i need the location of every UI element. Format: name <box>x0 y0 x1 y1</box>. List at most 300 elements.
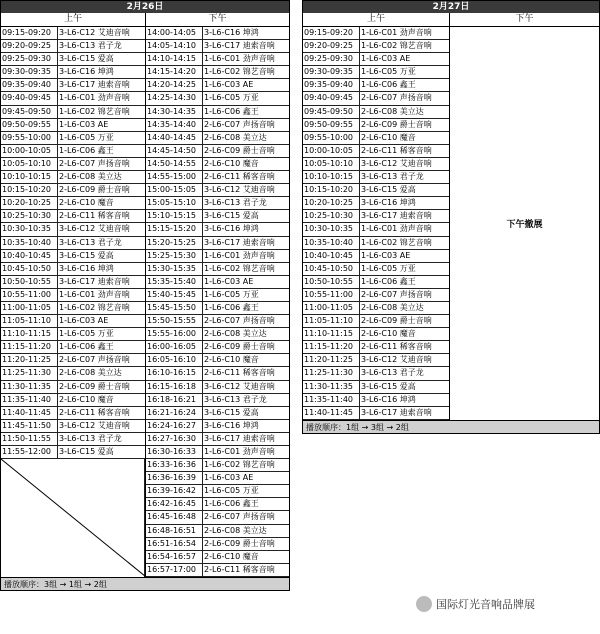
time-slot: 14:05-14:10 <box>146 40 203 52</box>
time-slot: 10:30-10:35 <box>1 223 58 235</box>
booth-brand: 1-L6-C03 AE <box>59 119 109 129</box>
time-slot: 11:40-11:45 <box>303 407 360 419</box>
booth-brand: 1-L6-C05 万亚 <box>361 263 416 273</box>
time-slot: 15:50-15:55 <box>146 315 203 327</box>
time-slot: 16:57-17:00 <box>146 564 203 576</box>
schedule-row <box>303 354 449 367</box>
time-slot: 09:45-09:50 <box>1 106 58 118</box>
booth-brand: 1-L6-C06 鑫王 <box>59 145 114 155</box>
schedule-row <box>146 223 289 236</box>
schedule-row <box>146 106 289 119</box>
time-slot: 16:27-16:30 <box>146 433 203 445</box>
booth-brand: 3-L6-C16 坤鸿 <box>59 263 114 273</box>
booth-brand: 2-L6-C11 稀客音响 <box>204 368 275 378</box>
time-slot: 11:40-11:45 <box>1 407 58 419</box>
booth-brand: 3-L6-C16 坤鸿 <box>204 420 259 430</box>
schedule-row <box>303 315 449 328</box>
schedule-row <box>146 459 289 472</box>
schedule-row <box>146 132 289 145</box>
schedule-row <box>303 276 449 289</box>
booth-brand: 1-L6-C03 AE <box>361 54 411 64</box>
time-slot: 11:20-11:25 <box>1 354 58 366</box>
time-slot: 11:15-11:20 <box>1 341 58 353</box>
schedule-row <box>303 381 449 394</box>
time-slot: 11:35-11:40 <box>303 394 360 406</box>
booth-brand: 3-L6-C15 爱高 <box>59 250 114 260</box>
schedule-row <box>146 184 289 197</box>
schedule-row <box>1 27 145 40</box>
schedule-row <box>1 223 145 236</box>
time-slot: 14:15-14:20 <box>146 66 203 78</box>
time-slot: 16:00-16:05 <box>146 341 203 353</box>
schedule-row <box>146 485 289 498</box>
time-slot: 11:05-11:10 <box>303 315 360 327</box>
time-slot: 10:25-10:30 <box>303 210 360 222</box>
time-slot: 09:55-10:00 <box>1 132 58 144</box>
time-slot: 16:51-16:54 <box>146 538 203 550</box>
schedule-row <box>146 119 289 132</box>
booth-brand: 3-L6-C12 艾迪音响 <box>361 355 432 365</box>
schedule-row <box>303 237 449 250</box>
booth-brand: 3-L6-C15 爱高 <box>361 185 416 195</box>
booth-brand: 3-L6-C17 迪索音响 <box>204 237 275 247</box>
time-slot: 09:25-09:30 <box>1 53 58 65</box>
booth-brand: 1-L6-C03 AE <box>59 316 109 326</box>
booth-brand: 1-L6-C01 劲声音响 <box>361 224 432 234</box>
booth-brand: 2-L6-C09 爵士音响 <box>204 145 275 155</box>
booth-brand: 2-L6-C10 魔音 <box>59 198 114 208</box>
time-slot: 16:36-16:39 <box>146 472 203 484</box>
schedule-row <box>146 354 289 367</box>
schedule-row <box>146 27 289 40</box>
time-slot: 11:20-11:25 <box>303 354 360 366</box>
pm-column <box>146 27 289 577</box>
time-slot: 10:35-10:40 <box>303 237 360 249</box>
column-header <box>303 13 599 27</box>
time-slot: 14:25-14:30 <box>146 92 203 104</box>
time-slot: 10:50-10:55 <box>303 276 360 288</box>
time-slot: 09:30-09:35 <box>1 66 58 78</box>
schedule-row <box>303 289 449 302</box>
booth-brand: 2-L6-C07 声扬音响 <box>361 289 432 299</box>
time-slot: 16:33-16:36 <box>146 459 203 471</box>
time-slot: 09:45-09:50 <box>303 106 360 118</box>
booth-brand: 3-L6-C17 迪索音响 <box>59 80 130 90</box>
schedule-row <box>146 158 289 171</box>
booth-brand: 1-L6-C06 鑫王 <box>361 276 416 286</box>
booth-brand: 2-L6-C09 爵士音响 <box>59 185 130 195</box>
booth-brand: 2-L6-C09 爵士音响 <box>59 381 130 391</box>
am-column <box>303 27 450 420</box>
schedule-row <box>1 237 145 250</box>
brand-name: 国际灯光音响品牌展 <box>436 598 535 611</box>
booth-brand: 2-L6-C07 声扬音响 <box>204 119 275 129</box>
schedule-row <box>1 171 145 184</box>
schedule-row <box>146 446 289 459</box>
booth-brand: 3-L6-C17 迪索音响 <box>59 276 130 286</box>
booth-brand: 1-L6-C06 鑫王 <box>204 106 259 116</box>
booth-brand: 2-L6-C08 美立达 <box>204 329 267 339</box>
schedule-row <box>146 79 289 92</box>
booth-brand: 3-L6-C12 艾迪音响 <box>204 185 275 195</box>
booth-brand: 2-L6-C07 声扬音响 <box>204 512 275 522</box>
time-slot: 09:35-09:40 <box>303 79 360 91</box>
time-slot: 15:10-15:15 <box>146 210 203 222</box>
time-slot: 11:30-11:35 <box>303 381 360 393</box>
booth-brand: 1-L6-C06 鑫王 <box>59 342 114 352</box>
schedule-row <box>146 472 289 485</box>
booth-brand: 1-L6-C01 劲声音响 <box>59 289 130 299</box>
time-slot: 15:15-15:20 <box>146 223 203 235</box>
schedule-row <box>146 197 289 210</box>
schedule-row <box>303 119 449 132</box>
schedule-row <box>1 119 145 132</box>
time-slot: 10:00-10:05 <box>1 145 58 157</box>
time-slot: 14:45-14:50 <box>146 145 203 157</box>
table-title: 2月26日 <box>1 1 289 13</box>
time-slot: 14:50-14:55 <box>146 158 203 170</box>
schedule-row <box>1 276 145 289</box>
schedule-row <box>1 446 145 459</box>
schedule-row <box>303 341 449 354</box>
schedule-row <box>146 171 289 184</box>
booth-brand: 3-L6-C13 君子龙 <box>59 433 122 443</box>
schedule-row <box>146 237 289 250</box>
time-slot: 14:30-14:35 <box>146 106 203 118</box>
booth-brand: 1-L6-C01 劲声音响 <box>361 28 432 37</box>
time-slot: 16:45-16:48 <box>146 511 203 523</box>
schedule-row <box>146 381 289 394</box>
booth-brand: 2-L6-C08 美立达 <box>204 525 267 535</box>
schedule-row <box>1 367 145 380</box>
schedule-row <box>1 132 145 145</box>
time-slot: 10:40-10:45 <box>1 250 58 262</box>
schedule-row <box>1 289 145 302</box>
booth-brand: 2-L6-C10 魔音 <box>361 132 416 142</box>
schedule-row <box>303 223 449 236</box>
time-slot: 09:40-09:45 <box>1 92 58 104</box>
time-slot: 11:30-11:35 <box>1 381 58 393</box>
booth-brand: 1-L6-C01 劲声音响 <box>204 447 275 456</box>
empty-cell-diagonal <box>1 459 145 577</box>
time-slot: 11:35-11:40 <box>1 394 58 406</box>
booth-brand: 2-L6-C11 稀客音响 <box>59 211 130 221</box>
schedule-row <box>1 184 145 197</box>
time-slot: 11:55-12:00 <box>1 446 58 458</box>
schedule-row <box>146 551 289 564</box>
time-slot: 09:15-09:20 <box>1 27 58 39</box>
booth-brand: 3-L6-C15 爱高 <box>361 381 416 391</box>
schedule-row <box>146 315 289 328</box>
time-slot: 16:39-16:42 <box>146 485 203 497</box>
booth-brand: 3-L6-C16 坤鸿 <box>204 28 259 37</box>
schedule-row <box>303 328 449 341</box>
time-slot: 11:50-11:55 <box>1 433 58 445</box>
column-header <box>1 13 289 27</box>
time-slot: 11:10-11:15 <box>1 328 58 340</box>
booth-brand: 1-L6-C02 锦艺音响 <box>204 460 275 470</box>
booth-brand: 1-L6-C02 锦艺音响 <box>361 41 432 51</box>
schedule-row <box>146 407 289 420</box>
time-slot: 16:10-16:15 <box>146 367 203 379</box>
schedule-row <box>146 511 289 524</box>
time-slot: 16:05-16:10 <box>146 354 203 366</box>
booth-brand: 3-L6-C12 艾迪音响 <box>204 381 275 391</box>
schedule-row <box>1 302 145 315</box>
booth-brand: 2-L6-C09 爵士音响 <box>361 119 432 129</box>
booth-brand: 3-L6-C17 迪索音响 <box>361 211 432 221</box>
time-slot: 10:10-10:15 <box>1 171 58 183</box>
time-slot: 10:40-10:45 <box>303 250 360 262</box>
schedule-row <box>303 302 449 315</box>
schedule-row <box>146 66 289 79</box>
time-slot: 10:20-10:25 <box>303 197 360 209</box>
schedule-row <box>1 315 145 328</box>
time-slot: 15:25-15:30 <box>146 250 203 262</box>
booth-brand: 2-L6-C08 美立达 <box>361 106 424 116</box>
schedule-row <box>146 394 289 407</box>
time-slot: 15:40-15:45 <box>146 289 203 301</box>
pm-header: 下午 <box>208 14 227 24</box>
am-column <box>1 27 146 577</box>
time-slot: 15:55-16:00 <box>146 328 203 340</box>
booth-brand: 3-L6-C15 爱高 <box>59 54 114 64</box>
schedule-row <box>146 276 289 289</box>
time-slot: 16:54-16:57 <box>146 551 203 563</box>
time-slot: 10:30-10:35 <box>303 223 360 235</box>
time-slot: 14:40-14:45 <box>146 132 203 144</box>
time-slot: 10:15-10:20 <box>1 184 58 196</box>
booth-brand: 2-L6-C10 魔音 <box>361 329 416 339</box>
time-slot: 09:50-09:55 <box>303 119 360 131</box>
schedule-row <box>146 564 289 577</box>
schedule-row <box>1 354 145 367</box>
am-header: 上午 <box>1 13 146 26</box>
time-slot: 16:42-16:45 <box>146 498 203 510</box>
schedule-row <box>303 158 449 171</box>
schedule-row <box>146 40 289 53</box>
booth-brand: 2-L6-C07 声扬音响 <box>204 316 275 326</box>
booth-brand: 1-L6-C05 万亚 <box>59 329 114 339</box>
schedule-row <box>303 250 449 263</box>
schedule-row <box>303 132 449 145</box>
time-slot: 09:50-09:55 <box>1 119 58 131</box>
schedule-row <box>146 210 289 223</box>
booth-brand: 3-L6-C12 艾迪音响 <box>361 158 432 168</box>
schedule-row <box>303 197 449 210</box>
schedule-row <box>146 92 289 105</box>
booth-brand: 1-L6-C06 鑫王 <box>204 499 259 509</box>
time-slot: 14:35-14:40 <box>146 119 203 131</box>
time-slot: 09:35-09:40 <box>1 79 58 91</box>
time-slot: 11:25-11:30 <box>1 367 58 379</box>
booth-brand: 3-L6-C12 艾迪音响 <box>59 28 130 37</box>
booth-brand: 1-L6-C05 万亚 <box>204 93 259 103</box>
schedule-row <box>1 106 145 119</box>
booth-brand: 3-L6-C16 坤鸿 <box>59 67 114 77</box>
time-slot: 14:00-14:05 <box>146 27 203 39</box>
booth-brand: 1-L6-C01 劲声音响 <box>59 93 130 103</box>
time-slot: 10:55-11:00 <box>303 289 360 301</box>
schedule-row <box>1 145 145 158</box>
time-slot: 10:55-11:00 <box>1 289 58 301</box>
schedule-row <box>1 40 145 53</box>
time-slot: 16:24-16:27 <box>146 420 203 432</box>
time-slot: 09:30-09:35 <box>303 66 360 78</box>
time-slot: 14:20-14:25 <box>146 79 203 91</box>
schedule-row <box>1 53 145 66</box>
booth-brand: 3-L6-C12 艾迪音响 <box>59 224 130 234</box>
booth-brand: 3-L6-C16 坤鸿 <box>361 394 416 404</box>
booth-brand: 2-L6-C11 稀客音响 <box>361 342 432 352</box>
time-slot: 15:00-15:05 <box>146 184 203 196</box>
time-slot: 16:48-16:51 <box>146 525 203 537</box>
booth-brand: 3-L6-C13 君子龙 <box>204 198 267 208</box>
booth-brand: 1-L6-C01 劲声音响 <box>204 54 275 64</box>
booth-brand: 3-L6-C15 爱高 <box>204 211 259 221</box>
booth-brand: 1-L6-C05 万亚 <box>204 486 259 496</box>
time-slot: 10:20-10:25 <box>1 197 58 209</box>
booth-brand: 1-L6-C01 劲声音响 <box>204 250 275 260</box>
time-slot: 11:10-11:15 <box>303 328 360 340</box>
booth-brand: 3-L6-C16 坤鸿 <box>361 198 416 208</box>
schedule-row <box>303 79 449 92</box>
table-title: 2月27日 <box>303 1 599 13</box>
booth-brand: 1-L6-C05 万亚 <box>204 289 259 299</box>
schedule-row <box>146 433 289 446</box>
schedule-row <box>146 289 289 302</box>
time-slot: 15:35-15:40 <box>146 276 203 288</box>
booth-brand: 2-L6-C11 稀客音响 <box>361 145 432 155</box>
booth-brand: 2-L6-C08 美立达 <box>59 368 122 378</box>
booth-brand: 1-L6-C05 万亚 <box>59 132 114 142</box>
schedule-row <box>303 92 449 105</box>
schedule-row <box>303 53 449 66</box>
time-slot: 10:05-10:10 <box>303 158 360 170</box>
schedule-row <box>1 158 145 171</box>
am-header: 上午 <box>303 13 450 26</box>
time-slot: 11:00-11:05 <box>1 302 58 314</box>
booth-brand: 3-L6-C13 君子龙 <box>204 394 267 404</box>
booth-brand: 3-L6-C13 君子龙 <box>361 368 424 378</box>
booth-brand: 1-L6-C05 万亚 <box>361 67 416 77</box>
time-slot: 10:50-10:55 <box>1 276 58 288</box>
schedule-table-feb26 <box>0 0 290 591</box>
time-slot: 10:00-10:05 <box>303 145 360 157</box>
schedule-row <box>146 498 289 511</box>
schedule-row <box>303 106 449 119</box>
schedule-row <box>1 92 145 105</box>
time-slot: 11:15-11:20 <box>303 341 360 353</box>
time-slot: 11:00-11:05 <box>303 302 360 314</box>
time-slot: 16:30-16:33 <box>146 446 203 458</box>
schedule-row <box>303 145 449 158</box>
booth-brand: 3-L6-C15 爱高 <box>204 407 259 417</box>
schedule-row <box>146 328 289 341</box>
schedule-row <box>146 525 289 538</box>
booth-brand: 3-L6-C17 迪索音响 <box>204 41 275 51</box>
booth-brand: 2-L6-C08 美立达 <box>204 132 267 142</box>
time-slot: 10:35-10:40 <box>1 237 58 249</box>
booth-brand: 2-L6-C10 魔音 <box>204 551 259 561</box>
booth-brand: 2-L6-C07 声扬音响 <box>59 355 130 365</box>
booth-brand: 2-L6-C10 魔音 <box>204 158 259 168</box>
booth-brand: 2-L6-C11 稀客音响 <box>204 172 275 182</box>
booth-brand: 3-L6-C17 迪索音响 <box>361 407 432 417</box>
schedule-row <box>303 210 449 223</box>
schedule-row <box>303 394 449 407</box>
time-slot: 14:55-15:00 <box>146 171 203 183</box>
time-slot: 09:55-10:00 <box>303 132 360 144</box>
time-slot: 14:10-14:15 <box>146 53 203 65</box>
schedule-row <box>1 79 145 92</box>
schedule-table-feb27 <box>302 0 600 434</box>
schedule-row <box>1 394 145 407</box>
schedule-row <box>1 407 145 420</box>
schedule-row <box>303 263 449 276</box>
booth-brand: 1-L6-C03 AE <box>204 473 254 483</box>
schedule-row <box>146 420 289 433</box>
booth-brand: 2-L6-C07 声扬音响 <box>361 93 432 103</box>
schedule-row <box>1 433 145 446</box>
schedule-row <box>146 263 289 276</box>
schedule-row <box>1 328 145 341</box>
booth-brand: 2-L6-C09 爵士音响 <box>204 342 275 352</box>
booth-brand: 2-L6-C07 声扬音响 <box>59 158 130 168</box>
wechat-logo-icon <box>416 596 432 612</box>
booth-brand: 3-L6-C13 君子龙 <box>361 172 424 182</box>
booth-brand: 1-L6-C02 锦艺音响 <box>361 237 432 247</box>
booth-brand: 1-L6-C02 锦艺音响 <box>204 67 275 77</box>
booth-brand: 1-L6-C03 AE <box>204 276 254 286</box>
pm-column <box>450 27 599 420</box>
time-slot: 10:45-10:50 <box>1 263 58 275</box>
schedule-row <box>1 66 145 79</box>
schedule-row <box>1 420 145 433</box>
booth-brand: 1-L6-C06 鑫王 <box>361 80 416 90</box>
schedule-row <box>1 250 145 263</box>
booth-brand: 2-L6-C09 爵士音响 <box>204 538 275 548</box>
schedule-row <box>146 302 289 315</box>
booth-brand: 2-L6-C10 魔音 <box>59 394 114 404</box>
schedule-row <box>146 53 289 66</box>
time-slot: 15:05-15:10 <box>146 197 203 209</box>
time-slot: 10:25-10:30 <box>1 210 58 222</box>
brand-watermark <box>416 596 535 612</box>
time-slot: 11:25-11:30 <box>303 367 360 379</box>
booth-brand: 3-L6-C13 君子龙 <box>59 237 122 247</box>
time-slot: 09:25-09:30 <box>303 53 360 65</box>
time-slot: 15:30-15:35 <box>146 263 203 275</box>
schedule-row <box>303 27 449 40</box>
booth-brand: 3-L6-C17 迪索音响 <box>204 433 275 443</box>
play-order-footer: 播放顺序：1组 → 3组 → 2组 <box>303 420 599 433</box>
play-order-footer: 播放顺序：3组 → 1组 → 2组 <box>1 577 289 590</box>
booth-brand: 3-L6-C13 君子龙 <box>59 41 122 51</box>
time-slot: 11:05-11:10 <box>1 315 58 327</box>
schedule-row <box>146 538 289 551</box>
schedule-row <box>146 367 289 380</box>
booth-brand: 1-L6-C02 锦艺音响 <box>59 302 130 312</box>
time-slot: 09:20-09:25 <box>1 40 58 52</box>
booth-brand: 3-L6-C15 爱高 <box>59 447 114 456</box>
booth-brand: 1-L6-C03 AE <box>361 250 411 260</box>
schedule-row <box>1 263 145 276</box>
time-slot: 10:05-10:10 <box>1 158 58 170</box>
schedule-row <box>303 367 449 380</box>
booth-brand: 1-L6-C06 鑫王 <box>204 302 259 312</box>
time-slot: 15:20-15:25 <box>146 237 203 249</box>
